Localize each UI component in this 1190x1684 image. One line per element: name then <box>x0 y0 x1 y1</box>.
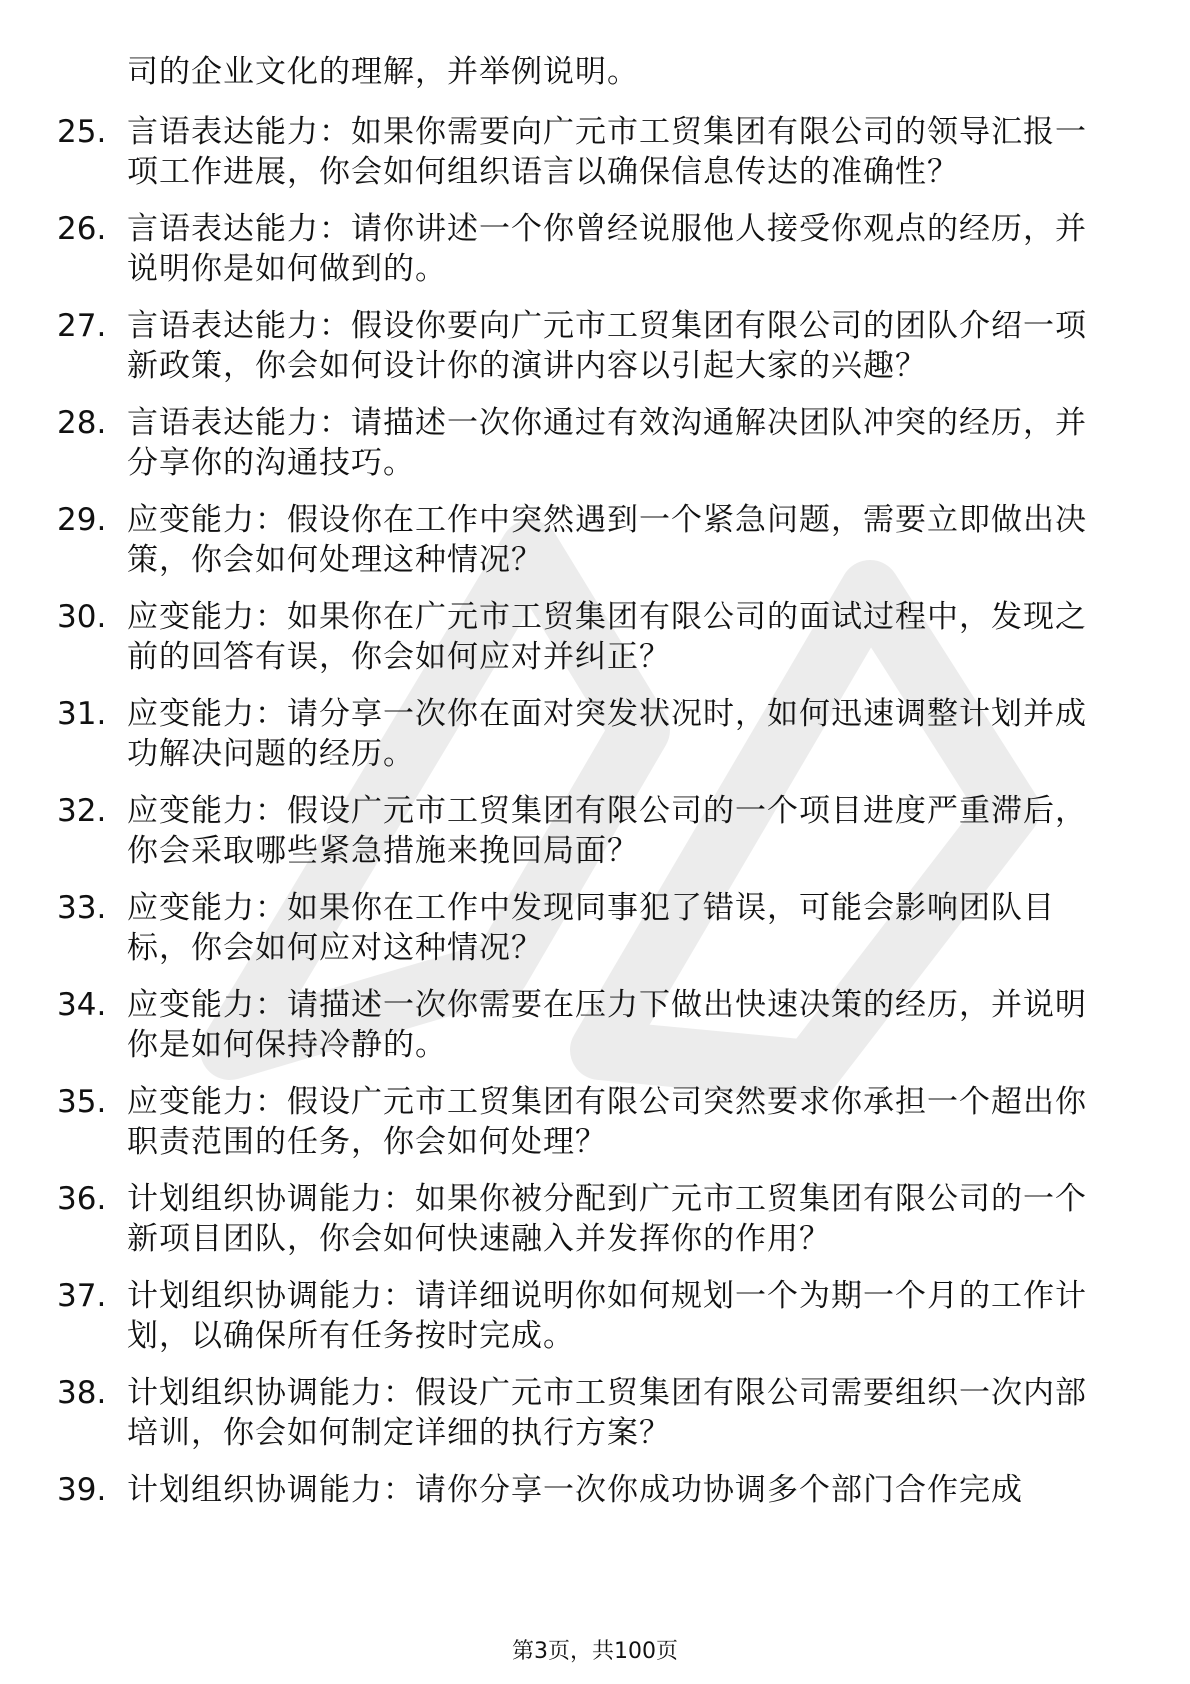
question-text: 应变能力：假设广元市工贸集团有限公司突然要求你承担一个超出你职责范围的任务，你会如何处理？ <box>127 1084 1087 1160</box>
question-text: 言语表达能力：如果你需要向广元市工贸集团有限公司的领导汇报一项工作进展，你会如何组织语言以确保信息传达的准确性？ <box>127 114 1087 190</box>
question-text: 应变能力：如果你在工作中发现同事犯了错误，可能会影响团队目标，你会如何应对这种情况？ <box>127 890 1055 966</box>
question-number: 30. <box>57 599 107 635</box>
question-text: 言语表达能力：假设你要向广元市工贸集团有限公司的团队介绍一项新政策，你会如何设计你的演讲内容以引起大家的兴趣？ <box>127 308 1087 384</box>
question-number: 28. <box>57 405 107 441</box>
question-item <box>0 209 1190 306</box>
question-text: 应变能力：请分享一次你在面对突发状况时，如何迅速调整计划并成功解决问题的经历。 <box>127 696 1087 772</box>
question-item <box>0 1082 1190 1179</box>
question-item <box>0 694 1190 791</box>
question-text: 计划组织协调能力：如果你被分配到广元市工贸集团有限公司的一个新项目团队，你会如何快速融入并发挥你的作用？ <box>127 1181 1087 1257</box>
question-number: 34. <box>57 987 107 1023</box>
question-item <box>0 791 1190 888</box>
question-item <box>0 306 1190 403</box>
question-item <box>0 1373 1190 1470</box>
question-text: 应变能力：假设你在工作中突然遇到一个紧急问题，需要立即做出决策，你会如何处理这种情况？ <box>127 502 1087 578</box>
question-item <box>0 500 1190 597</box>
question-number: 32. <box>57 793 107 829</box>
question-number: 33. <box>57 890 107 926</box>
question-text: 计划组织协调能力：请详细说明你如何规划一个为期一个月的工作计划，以确保所有任务按时完成。 <box>127 1278 1087 1354</box>
question-number: 25. <box>57 114 107 150</box>
question-text: 言语表达能力：请描述一次你通过有效沟通解决团队冲突的经历，并分享你的沟通技巧。 <box>127 405 1087 481</box>
question-number: 36. <box>57 1181 107 1217</box>
continuation-text: 司的企业文化的理解，并举例说明。 <box>127 54 639 90</box>
question-number: 27. <box>57 308 107 344</box>
question-number: 35. <box>57 1084 107 1120</box>
page-number: 第3页，共100页 <box>512 1639 678 1664</box>
question-item <box>0 597 1190 694</box>
question-item <box>0 888 1190 985</box>
question-text: 计划组织协调能力：假设广元市工贸集团有限公司需要组织一次内部培训，你会如何制定详细的执行方案？ <box>127 1375 1087 1451</box>
question-item <box>0 1179 1190 1276</box>
question-number: 26. <box>57 211 107 247</box>
question-text: 计划组织协调能力：请你分享一次你成功协调多个部门合作完成 <box>127 1472 1023 1508</box>
question-number: 39. <box>57 1472 107 1508</box>
question-text: 应变能力：如果你在广元市工贸集团有限公司的面试过程中，发现之前的回答有误，你会如何应对并纠正？ <box>127 599 1087 675</box>
question-number: 38. <box>57 1375 107 1411</box>
question-text: 言语表达能力：请你讲述一个你曾经说服他人接受你观点的经历，并说明你是如何做到的。 <box>127 211 1087 287</box>
question-item <box>0 1276 1190 1373</box>
question-text: 应变能力：假设广元市工贸集团有限公司的一个项目进度严重滞后，你会采取哪些紧急措施来挽回局面？ <box>127 793 1087 869</box>
question-number: 29. <box>57 502 107 538</box>
question-number: 31. <box>57 696 107 732</box>
question-item <box>0 403 1190 500</box>
question-text: 应变能力：请描述一次你需要在压力下做出快速决策的经历，并说明你是如何保持冷静的。 <box>127 987 1087 1063</box>
question-number: 37. <box>57 1278 107 1314</box>
question-item <box>0 112 1190 209</box>
question-item <box>0 1470 1190 1567</box>
question-item <box>0 985 1190 1082</box>
question-list <box>0 112 1190 1567</box>
